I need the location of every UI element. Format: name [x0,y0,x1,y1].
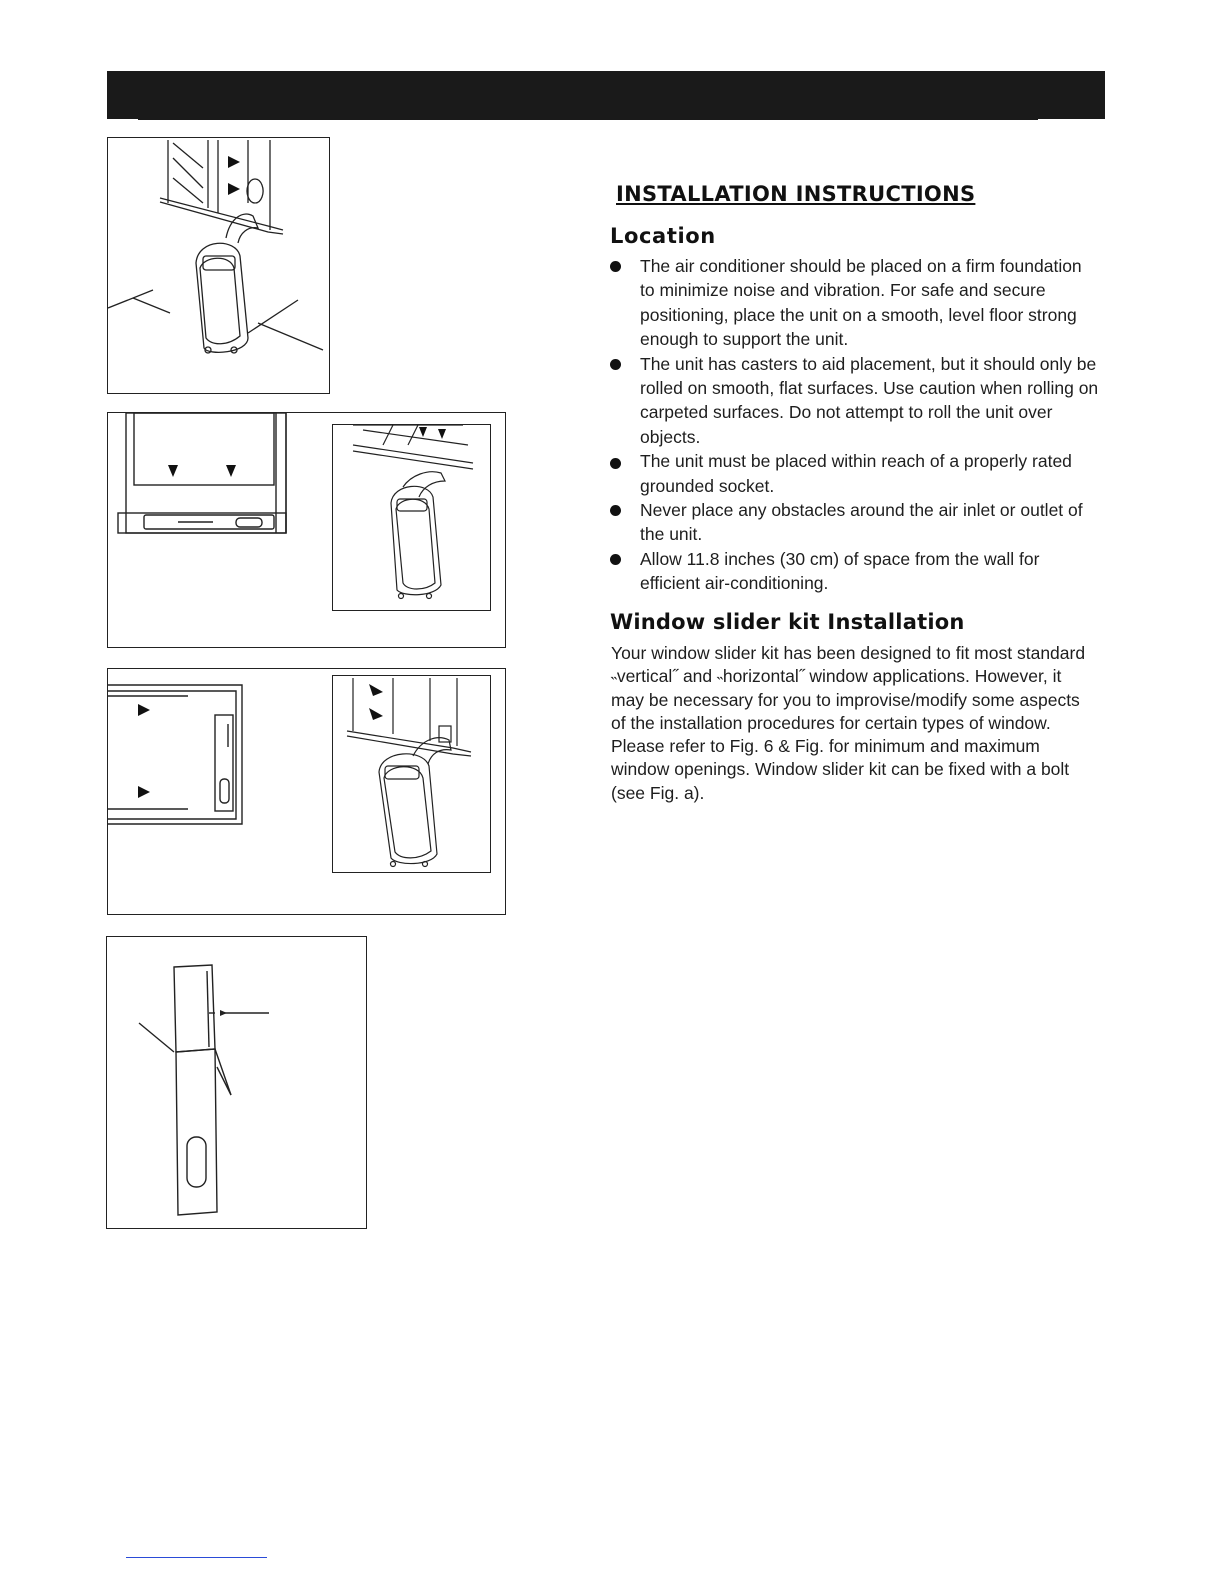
figure-vertical-window [107,412,506,648]
figure-room-placement [107,137,330,394]
bullet-icon [610,458,621,469]
list-item: Never place any obstacles around the air inlet or outlet of the unit. [610,498,1100,547]
figure-vertical-window-inset [332,424,491,611]
figure-horizontal-window-inset [332,675,491,873]
list-item: The air conditioner should be placed on a firm foundation to minimize noise and vibration. For safe and secure positioning, place the unit on a smooth, level floor strong enough to support the unit. [610,254,1100,352]
page-title: INSTALLATION INSTRUCTIONS [616,182,976,206]
portable-ac-slider-illustration [333,676,492,874]
bullet-icon [610,261,621,272]
location-heading: Location [610,224,716,248]
header-bar [107,71,1105,119]
window-kit-heading: Window slider kit Installation [610,610,965,634]
portable-ac-placement-illustration [108,138,331,395]
footer-link-underline [126,1557,267,1558]
bullet-icon [610,505,621,516]
bullet-icon [610,359,621,370]
window-slider-panel-illustration [107,937,368,1230]
figure-slider-kit [106,936,367,1229]
location-bullet-list [610,254,1100,596]
list-item: Allow 11.8 inches (30 cm) of space from the wall for efficient air-conditioning. [610,547,1100,596]
bullet-icon [610,554,621,565]
portable-ac-window-illustration [333,425,492,612]
figure-horizontal-window [107,668,506,915]
list-item: The unit must be placed within reach of a properly rated grounded socket. [610,449,1100,498]
window-kit-paragraph: Your window slider kit has been designed to fit most standard ˵vertical˝ and ˵horizontal˝ window applications. However, it may be necessary for you to improvise/modify some aspects of the installation procedures for certain types of window. Please refer to Fig. 6 & Fig. for minimum and maximum window openings. Window slider kit can be fixed with a bolt (see Fig. a). [611,643,1086,803]
list-item: The unit has casters to aid placement, but it should only be rolled on smooth, flat surfaces. Use caution when rolling on carpeted surfaces. Do not attempt to roll the unit over objects. [610,352,1100,450]
header-rule [138,118,1038,120]
